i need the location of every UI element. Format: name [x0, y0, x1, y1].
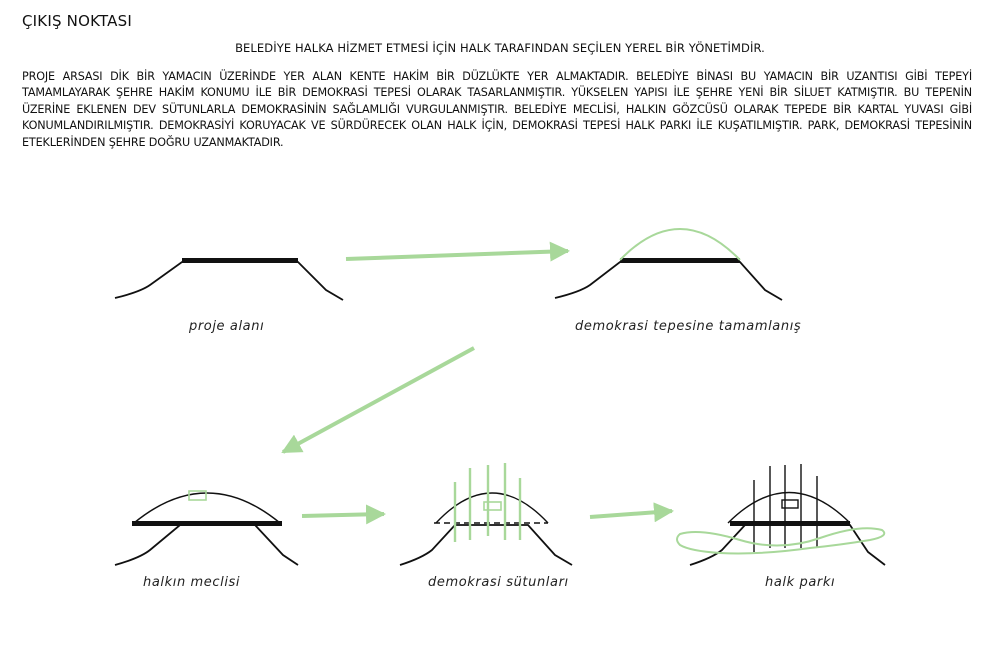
page-subtitle: BELEDİYE HALKA HİZMET ETMESİ İÇİN HALK TARAFINDAN SEÇİLEN YEREL BİR YÖNETİMDİR. [235, 41, 765, 55]
arrow-step3-to-step4 [302, 514, 384, 516]
description-paragraph: PROJE ARSASI DİK BİR YAMACIN ÜZERİNDE YER ALAN KENTE HAKİM BİR DÜZLÜKTE YER ALMAKTADIR. BELEDİYE BİNASI BU YAMACIN BİR UZANTISI GİBİ TEPEYİ TAMAMLAYARAK ŞEHRE HAKİM KONUMU İLE BİR DEMOKRASİ TEPESİ OLARAK TASARLANMIŞTIR. YÜKSELEN YAPISI İLE ŞEHRE YENİ BİR SİLUET KATMIŞTIR. BU TEPENİN ÜZERİNE EKLENEN DEV SÜTUNLARLA DEMOKRASİNİN SAĞLAMLIĞI VURGULANMIŞTIR. BELEDİYE MECLİSİ, HALKIN GÖZCÜSÜ OLARAK TEPEDE BİR KARTAL YUVASI GİBİ KONUMLANDIRILMIŞTIR. DEMOKRASİYİ KORUYACAK VE SÜRDÜRECEK OLAN HALK İÇİN, DEMOKRASİ TEPESİ HALK PARKI İLE KUŞATILMIŞTIR. PARK, DEMOKRASİ TEPESİNİN ETEKLERİNDEN ŞEHRE DOĞRU UZANMAKTADIR. [22, 70, 972, 149]
caption-peoples-assembly: halkın meclisi [143, 575, 241, 590]
step-peoples-assembly [115, 491, 298, 565]
plateau-slab [730, 521, 850, 526]
arrow-step4-to-step5 [590, 511, 672, 517]
step-peoples-park [677, 464, 885, 565]
hill-completion-arc [620, 229, 740, 260]
page-title: ÇIKIŞ NOKTASI [22, 12, 132, 30]
caption-project-site: proje alanı [189, 319, 265, 334]
step-project-site [115, 258, 343, 300]
step-democracy-hill [555, 229, 782, 300]
caption-democracy-columns: demokrasi sütunları [428, 575, 569, 590]
assembly-box [484, 502, 501, 510]
park-wave [677, 528, 884, 553]
plateau-slab [132, 521, 282, 526]
hill-profile [400, 525, 572, 565]
plateau-slab [182, 258, 298, 263]
step-democracy-columns [400, 463, 572, 565]
arrow-step2-to-step3 [283, 348, 474, 452]
hill-arc [436, 493, 548, 523]
hill-profile [115, 525, 298, 565]
hill-arc [134, 493, 280, 523]
hill-profile [555, 262, 782, 300]
arrow-step1-to-step2 [346, 251, 568, 259]
hill-profile [115, 262, 343, 300]
plateau-slab [620, 258, 740, 263]
caption-democracy-hill: demokrasi tepesine tamamlanış [575, 319, 802, 334]
caption-peoples-park: halk parkı [765, 575, 836, 590]
